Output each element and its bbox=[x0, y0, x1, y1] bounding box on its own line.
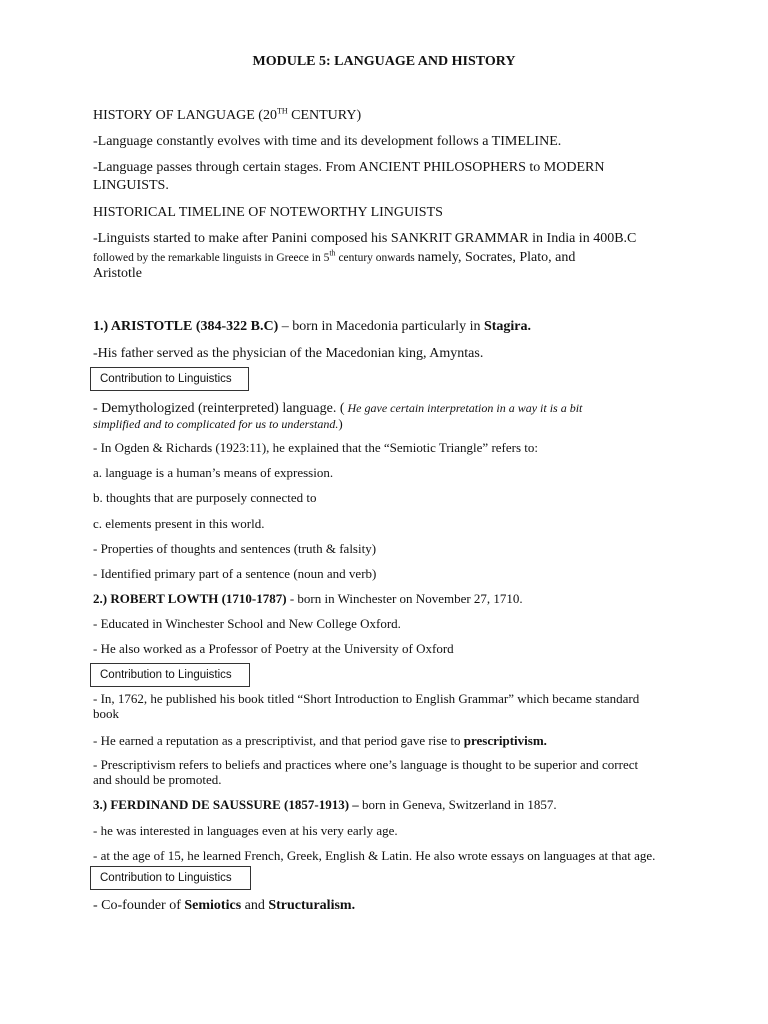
cofounder-text: - Co-founder of bbox=[93, 898, 185, 913]
aristotle-heading bbox=[93, 319, 531, 335]
lowth-heading bbox=[93, 591, 523, 607]
timeline-line-2-names: namely, Socrates, Plato, and bbox=[417, 250, 576, 265]
lowth-name: 2.) ROBERT LOWTH (1710-1787) bbox=[93, 591, 287, 606]
demyth-italic-1: He gave certain interpretation in a way it is a bit bbox=[344, 401, 583, 415]
aristotle-born-text: – born in bbox=[278, 319, 336, 334]
lowth-born: - born in Winchester on November 27, 1710. bbox=[286, 591, 523, 606]
saussure-cofounder bbox=[93, 898, 355, 914]
saussure-age15: - at the age of 15, he learned French, Greek, English & Latin. He also wrote essays on languages at that age. bbox=[93, 848, 656, 863]
demyth-text-b: (reinterpreted) language. ( bbox=[197, 401, 345, 416]
contribution-box-lowth: Contribution to Linguistics bbox=[90, 663, 250, 687]
intro-paragraph-1: -Language constantly evolves with time and its development follows a TIMELINE. bbox=[93, 134, 562, 149]
demyth-italic-2: simplified and to complicated for us to understand. bbox=[93, 417, 339, 431]
saussure-interested: - he was interested in languages even at his very early age. bbox=[93, 823, 398, 838]
aristotle-item-b: b. thoughts that are purposely connected to bbox=[93, 490, 317, 505]
saussure-name: 3.) FERDINAND DE SAUSSURE (1857-1913) bbox=[93, 797, 350, 812]
saussure-dash: – bbox=[349, 797, 363, 812]
aristotle-demythologized bbox=[93, 400, 582, 417]
lowth-professor: - He also worked as a Professor of Poetry at the University of Oxford bbox=[93, 641, 454, 656]
history-heading bbox=[93, 108, 361, 124]
aristotle-properties: - Properties of thoughts and sentences (truth & falsity) bbox=[93, 541, 377, 556]
aristotle-born-text-2: particularly in bbox=[398, 319, 484, 334]
lowth-prescriptivism-line-2: and should be promoted. bbox=[93, 772, 222, 787]
cofounder-semiotics: Semiotics bbox=[184, 898, 242, 913]
timeline-line-2-mid: century onwards bbox=[335, 252, 418, 264]
intro-paragraph-2-line-2: LINGUISTS. bbox=[93, 178, 169, 193]
cofounder-and: and bbox=[241, 898, 269, 913]
timeline-sup: th bbox=[329, 248, 336, 258]
aristotle-identified: - Identified primary part of a sentence (noun and verb) bbox=[93, 566, 377, 581]
aristotle-father: -His father served as the physician of the Macedonian king, Amyntas. bbox=[93, 346, 484, 361]
contribution-box-saussure: Contribution to Linguistics bbox=[90, 866, 251, 890]
aristotle-item-c: c. elements present in this world. bbox=[93, 516, 265, 531]
lowth-prescriptivism-line-1: - Prescriptivism refers to beliefs and practices where one’s language is thought to be superior and correct bbox=[93, 757, 639, 772]
lowth-educated: - Educated in Winchester School and New College Oxford. bbox=[93, 616, 401, 631]
timeline-line-2 bbox=[93, 249, 575, 266]
history-heading-sup: TH bbox=[276, 106, 288, 116]
cofounder-structuralism: Structuralism. bbox=[268, 898, 356, 913]
intro-paragraph-2-line-1: -Language passes through certain stages. From ANCIENT PHILOSOPHERS to MODERN bbox=[93, 160, 605, 175]
saussure-heading bbox=[93, 797, 557, 813]
contribution-box-aristotle: Contribution to Linguistics bbox=[90, 367, 249, 391]
lowth-published-line-1: - In, 1762, he published his book titled “Short Introduction to English Grammar” which became standard bbox=[93, 691, 640, 706]
timeline-line-2-text: followed by the remarkable linguists in Greece in 5 bbox=[93, 252, 330, 264]
demyth-text-a: - Demythologized bbox=[93, 401, 198, 416]
saussure-born: born in Geneva, Switzerland in 1857. bbox=[362, 797, 557, 812]
history-heading-text: HISTORY OF LANGUAGE (20 bbox=[93, 108, 277, 123]
aristotle-place-1: Macedonia bbox=[335, 319, 399, 334]
timeline-line-3: Aristotle bbox=[93, 266, 142, 281]
aristotle-item-a: a. language is a human’s means of expression. bbox=[93, 465, 334, 480]
aristotle-name: 1.) ARISTOTLE (384-322 B.C) bbox=[93, 319, 279, 334]
page-title: MODULE 5: LANGUAGE AND HISTORY bbox=[252, 54, 516, 69]
lowth-reputation bbox=[93, 733, 547, 749]
timeline-heading: HISTORICAL TIMELINE OF NOTEWORTHY LINGUISTS bbox=[93, 205, 443, 220]
timeline-line-1: -Linguists started to make after Panini composed his SANKRIT GRAMMAR in India in 400B.C bbox=[93, 231, 637, 246]
aristotle-place-2: Stagira. bbox=[483, 319, 532, 334]
aristotle-demythologized-cont bbox=[93, 416, 343, 432]
lowth-prescriptivism: prescriptivism. bbox=[463, 733, 547, 748]
demyth-close: ) bbox=[338, 416, 343, 431]
aristotle-ogden: - In Ogden & Richards (1923:11), he explained that the “Semiotic Triangle” refers to: bbox=[93, 440, 539, 455]
history-heading-suffix: CENTURY) bbox=[287, 108, 362, 123]
lowth-published-line-2: book bbox=[93, 706, 119, 721]
lowth-reputation-text: - He earned a reputation as a prescriptivist, and that period gave rise to bbox=[93, 733, 464, 748]
